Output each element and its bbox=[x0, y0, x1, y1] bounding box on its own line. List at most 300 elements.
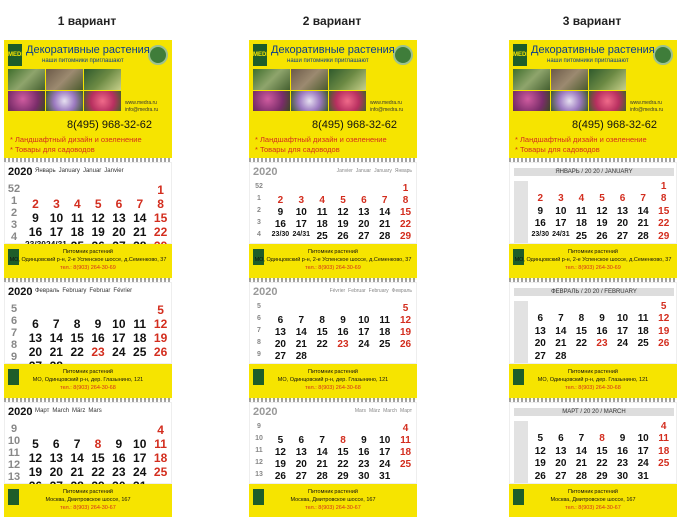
day-cell: 28 bbox=[295, 351, 307, 362]
plant-photo bbox=[513, 69, 550, 90]
calendar-header bbox=[509, 40, 677, 158]
footer-address: МО, Одинцовский р-н, дер. Глазынино, 121 bbox=[537, 377, 649, 383]
days-grid bbox=[530, 301, 674, 363]
day-cell bbox=[109, 183, 130, 197]
day-cell: 22 bbox=[337, 459, 349, 470]
day-cell: 20 bbox=[358, 219, 370, 230]
month-name: Февраль bbox=[391, 288, 412, 294]
day-cell: 10 bbox=[555, 205, 567, 217]
month-name: Mars bbox=[88, 408, 102, 414]
day-cell: 9 bbox=[32, 211, 39, 225]
day-cell: 26 bbox=[596, 230, 608, 242]
day-cell: 16 bbox=[358, 447, 370, 458]
day-cell: 8 bbox=[319, 315, 325, 326]
header-phone: 8(495) 968-32-62 bbox=[312, 119, 398, 131]
day-cell: 8 bbox=[157, 197, 164, 211]
day-cell: 22 bbox=[153, 225, 168, 239]
day-cell: 25 bbox=[400, 459, 412, 470]
day-cell: 27 bbox=[274, 351, 286, 362]
week-number: 8 bbox=[257, 339, 261, 346]
day-cell bbox=[530, 421, 551, 433]
day-cell: 17 bbox=[637, 445, 649, 457]
day-cell: 20 bbox=[28, 345, 43, 359]
day-cell: 18 bbox=[379, 327, 391, 338]
day-cell: 29 bbox=[596, 470, 608, 482]
day-cell: 20 bbox=[534, 338, 546, 350]
day-cell: 7 bbox=[52, 317, 60, 331]
day-cell: 7 bbox=[558, 313, 564, 325]
day-cell: 21 bbox=[637, 218, 649, 230]
week-number: 13 bbox=[7, 471, 21, 483]
calendar-variant-1 bbox=[4, 40, 172, 514]
header-subtitle: наши питомники приглашают bbox=[287, 58, 369, 64]
footer-phone: тел.: 8(903) 264-30-67 bbox=[565, 505, 621, 511]
day-cell: 14 bbox=[379, 207, 391, 218]
day-cell bbox=[353, 303, 374, 315]
day-cell bbox=[612, 181, 633, 193]
day-cell: 28 bbox=[316, 471, 328, 482]
day-cell: 6 bbox=[115, 197, 123, 211]
day-cell: 2 bbox=[32, 197, 39, 211]
day-cell bbox=[108, 423, 129, 437]
day-cell bbox=[592, 421, 613, 433]
day-cell bbox=[46, 303, 67, 317]
header-bullet: * Ландшафтный дизайн и озеленение bbox=[10, 135, 142, 144]
day-cell: 20 bbox=[274, 339, 286, 350]
day-cell: 30 bbox=[358, 471, 370, 482]
day-cell: 14 bbox=[49, 331, 63, 345]
day-cell: 5 bbox=[660, 301, 667, 312]
day-cell: 6 bbox=[558, 433, 564, 445]
day-cell: 15 bbox=[596, 445, 608, 457]
day-cell bbox=[46, 183, 67, 197]
plant-photo bbox=[551, 91, 588, 112]
day-cell: 8 bbox=[94, 437, 102, 451]
day-cell: 2 bbox=[537, 193, 544, 205]
footer-phone: тел.: 8(903) 264-30-68 bbox=[565, 385, 621, 391]
day-cell: 16 bbox=[337, 327, 349, 338]
day-cell: 10 bbox=[637, 433, 649, 445]
day-cell: 18 bbox=[637, 325, 649, 337]
day-cell: 13 bbox=[112, 211, 126, 225]
month-names bbox=[352, 408, 412, 414]
day-cell: 7 bbox=[381, 195, 388, 206]
footer-address: Москва, Дмитровское шоссе, 167 bbox=[290, 497, 376, 503]
day-cell: 23 bbox=[358, 459, 370, 470]
month-name: January bbox=[374, 168, 392, 174]
day-cell: 13 bbox=[295, 447, 307, 458]
day-cell: 21 bbox=[49, 345, 63, 359]
website-contacts bbox=[125, 100, 158, 114]
day-cell: 4 bbox=[402, 423, 409, 434]
day-cell: 17 bbox=[112, 331, 126, 345]
header-title: Декоративные растения bbox=[271, 44, 395, 56]
day-cell: 6 bbox=[32, 317, 39, 331]
day-cell: 5 bbox=[32, 437, 39, 451]
day-cell: 24 bbox=[617, 338, 629, 350]
day-cell: 19 bbox=[274, 459, 286, 470]
day-cell bbox=[571, 351, 592, 363]
month-name: Januar bbox=[355, 168, 372, 174]
month-block bbox=[509, 282, 677, 364]
day-cell bbox=[653, 471, 674, 483]
nursery-seal-icon bbox=[653, 45, 673, 65]
day-cell: 24/31 bbox=[552, 230, 570, 238]
footer-phone: тел.: 8(903) 264-30-68 bbox=[60, 385, 116, 391]
day-cell bbox=[633, 301, 654, 313]
day-cell: 15 bbox=[153, 211, 168, 225]
day-cell bbox=[25, 423, 46, 437]
day-cell: 23 bbox=[112, 465, 126, 479]
week-number: 7 bbox=[257, 327, 261, 334]
day-cell: 13 bbox=[534, 325, 546, 337]
day-cell: 7 bbox=[73, 437, 81, 451]
day-cell: 9 bbox=[599, 313, 605, 325]
day-cell bbox=[291, 423, 312, 435]
day-cell: 9 bbox=[340, 315, 346, 326]
day-cell: 4 bbox=[157, 423, 164, 437]
week-number: 52 bbox=[7, 183, 21, 195]
day-cell: 6 bbox=[277, 315, 284, 326]
month-name: March bbox=[52, 408, 70, 414]
day-cell: 16 bbox=[91, 331, 105, 345]
day-cell: 24 bbox=[379, 459, 391, 470]
footer-address: МО, Одинцовский р-н, 2-е Успенское шоссе, д.Семенково, 37 bbox=[514, 257, 672, 263]
day-cell: 23/30 bbox=[531, 230, 550, 238]
day-cell: 5 bbox=[157, 303, 164, 317]
day-cell: 15 bbox=[70, 331, 84, 345]
plant-photo bbox=[84, 69, 121, 90]
day-cell: 8 bbox=[340, 435, 346, 446]
plant-photo bbox=[329, 69, 366, 90]
calendar-variant-2 bbox=[249, 40, 417, 514]
day-cell: 17 bbox=[555, 218, 567, 230]
day-cell: 9 bbox=[115, 437, 123, 451]
day-cell: 13 bbox=[358, 207, 370, 218]
month-block bbox=[509, 162, 677, 244]
month-name: Janvier bbox=[104, 168, 124, 174]
website-contacts bbox=[630, 100, 663, 114]
days-grid bbox=[270, 303, 416, 363]
day-cell bbox=[571, 181, 592, 193]
day-cell: 13 bbox=[49, 451, 63, 465]
day-cell: 7 bbox=[578, 433, 585, 445]
header-bullet: * Ландшафтный дизайн и озеленение bbox=[255, 135, 387, 144]
year-label: 2020 bbox=[253, 166, 278, 178]
calendar-footer bbox=[4, 484, 172, 517]
days-grid bbox=[25, 423, 171, 483]
week-number: 1 bbox=[10, 195, 18, 207]
calendar-footer bbox=[509, 364, 677, 400]
contact-line: www.medra.ru bbox=[125, 100, 157, 106]
day-cell: 5 bbox=[537, 433, 544, 445]
day-cell: 23 bbox=[91, 345, 105, 359]
week-number: 11 bbox=[8, 447, 20, 459]
month-band: ФЕВРАЛЬ / 20 20 / FEBRUARY bbox=[514, 288, 674, 296]
day-cell: 12 bbox=[596, 205, 608, 217]
day-cell bbox=[129, 183, 150, 197]
day-cell: 7 bbox=[298, 315, 305, 326]
day-cell: 19 bbox=[596, 218, 608, 230]
day-cell: 9 bbox=[277, 207, 284, 218]
header-phone: 8(495) 968-32-62 bbox=[67, 119, 153, 131]
month-name: Februar bbox=[89, 288, 111, 294]
contact-line: info@medra.ru bbox=[370, 107, 404, 113]
week-number: 4 bbox=[257, 231, 261, 238]
footer-address: Москва, Дмитровское шоссе, 167 bbox=[45, 497, 131, 503]
week-numbers bbox=[252, 303, 266, 363]
day-cell bbox=[88, 423, 109, 437]
day-cell: 29 bbox=[658, 230, 670, 242]
days-grid bbox=[530, 181, 674, 243]
week-numbers bbox=[252, 183, 266, 243]
day-cell: 11 bbox=[154, 437, 167, 451]
day-cell: 13 bbox=[617, 205, 629, 217]
day-cell: 21 bbox=[575, 458, 587, 470]
day-cell: 11 bbox=[71, 211, 84, 225]
week-numbers bbox=[7, 303, 21, 363]
day-cell: 17 bbox=[133, 451, 147, 465]
week-number: 13 bbox=[255, 471, 263, 478]
day-cell bbox=[129, 303, 150, 317]
day-cell: 21 bbox=[295, 339, 307, 350]
day-cell: 3 bbox=[53, 197, 60, 211]
day-cell: 14 bbox=[575, 445, 587, 457]
day-cell: 10 bbox=[295, 207, 307, 218]
day-cell bbox=[333, 183, 354, 195]
footer-title: Питомник растений bbox=[308, 249, 358, 255]
footer-title: Питомник растений bbox=[568, 369, 618, 375]
footer-address: МО, Одинцовский р-н, дер. Глазынино, 121 bbox=[277, 377, 389, 383]
day-cell: 7 bbox=[319, 435, 325, 446]
footer-phone: тел.: 8(903) 264-30-69 bbox=[60, 265, 116, 271]
footer-title: Питомник растений bbox=[63, 489, 113, 495]
week-number: 2 bbox=[257, 207, 261, 214]
week-number: 9 bbox=[257, 351, 261, 358]
day-cell: 16 bbox=[274, 219, 286, 230]
plant-photo bbox=[329, 91, 366, 112]
day-cell: 1 bbox=[157, 183, 164, 197]
month-names bbox=[35, 168, 127, 174]
header-subtitle: наши питомники приглашают bbox=[547, 58, 629, 64]
footer-phone: тел.: 8(903) 264-30-67 bbox=[60, 505, 116, 511]
day-cell bbox=[592, 301, 613, 313]
week-number: 4 bbox=[10, 231, 18, 243]
day-cell: 27 bbox=[534, 350, 546, 362]
day-cell bbox=[633, 421, 654, 433]
footer-title: Питомник растений bbox=[568, 249, 618, 255]
footer-address: МО, Одинцовский р-н, 2-е Успенское шоссе, д.Семенково, 37 bbox=[254, 257, 412, 263]
gray-stripe bbox=[514, 301, 528, 363]
week-number: 52 bbox=[255, 183, 263, 190]
header-subtitle: наши питомники приглашают bbox=[42, 58, 124, 64]
day-cell: 19 bbox=[153, 331, 168, 345]
day-cell: 11 bbox=[658, 433, 669, 445]
day-cell: 22 bbox=[400, 219, 412, 230]
day-cell bbox=[25, 183, 46, 197]
week-numbers bbox=[252, 423, 266, 483]
day-cell: 19 bbox=[534, 458, 546, 470]
plant-photo bbox=[551, 69, 588, 90]
day-cell: 6 bbox=[298, 435, 305, 446]
day-cell bbox=[353, 351, 374, 363]
day-cell: 31 bbox=[379, 471, 391, 482]
day-cell: 23 bbox=[596, 338, 608, 350]
plant-photo bbox=[46, 91, 83, 112]
medra-logo: MEDRA bbox=[253, 44, 267, 66]
plant-photos bbox=[8, 69, 121, 111]
day-cell: 12 bbox=[400, 315, 412, 326]
month-name: Январь bbox=[394, 168, 412, 174]
day-cell: 10 bbox=[49, 211, 64, 225]
day-cell: 19 bbox=[91, 225, 105, 239]
day-cell: 20 bbox=[295, 459, 307, 470]
day-cell: 19 bbox=[400, 327, 412, 338]
day-cell: 22 bbox=[316, 339, 328, 350]
month-name: February bbox=[62, 288, 87, 294]
plant-photo bbox=[291, 69, 328, 90]
day-cell: 20 bbox=[617, 218, 629, 230]
day-cell bbox=[88, 303, 109, 317]
day-cell bbox=[633, 351, 654, 363]
month-name: January bbox=[58, 168, 80, 174]
plant-photo bbox=[84, 91, 121, 112]
gray-stripe bbox=[514, 181, 528, 243]
day-cell: 18 bbox=[575, 218, 587, 230]
day-cell: 24 bbox=[133, 465, 147, 479]
contact-line: info@medra.ru bbox=[125, 107, 159, 113]
day-cell: 5 bbox=[277, 435, 284, 446]
day-cell: 25 bbox=[133, 345, 147, 359]
day-cell: 25 bbox=[658, 458, 670, 470]
day-cell bbox=[312, 423, 333, 435]
day-cell: 16 bbox=[596, 325, 608, 337]
calendar-header bbox=[4, 40, 172, 158]
week-number: 6 bbox=[257, 315, 261, 322]
month-block bbox=[249, 282, 417, 364]
plant-photo bbox=[589, 69, 626, 90]
plant-photo bbox=[253, 91, 290, 112]
day-cell bbox=[374, 351, 395, 363]
plant-photo bbox=[46, 69, 83, 90]
calendar-footer bbox=[4, 244, 172, 280]
header-bullet: * Товары для садоводов bbox=[10, 145, 95, 154]
day-cell: 18 bbox=[316, 219, 328, 230]
month-name: Март bbox=[35, 408, 50, 414]
day-cell: 25 bbox=[153, 465, 168, 479]
day-cell: 8 bbox=[73, 317, 81, 331]
day-cell bbox=[88, 183, 109, 197]
day-cell: 15 bbox=[91, 451, 105, 465]
day-cell: 9 bbox=[94, 317, 102, 331]
month-block bbox=[249, 162, 417, 244]
day-cell: 7 bbox=[640, 193, 646, 205]
day-cell: 15 bbox=[575, 325, 587, 337]
footer-title: Питомник растений bbox=[63, 369, 113, 375]
day-cell: 16 bbox=[28, 225, 43, 239]
day-cell: 18 bbox=[70, 225, 85, 239]
footer-title: Питомник растений bbox=[308, 489, 358, 495]
contact-line: www.medra.ru bbox=[630, 100, 662, 106]
day-cell: 22 bbox=[658, 218, 670, 230]
calendar-footer bbox=[249, 244, 417, 280]
day-cell: 10 bbox=[617, 313, 629, 325]
month-name: Februar bbox=[348, 288, 366, 294]
calendar-variant-3 bbox=[509, 40, 677, 514]
month-name: Février bbox=[329, 288, 346, 294]
footer-address: Москва, Дмитровское шоссе, 167 bbox=[550, 497, 636, 503]
day-cell bbox=[571, 301, 592, 313]
day-cell bbox=[612, 421, 633, 433]
week-number: 12 bbox=[255, 459, 263, 466]
day-cell: 27 bbox=[555, 470, 567, 482]
day-cell bbox=[46, 423, 67, 437]
days-grid bbox=[25, 303, 171, 363]
month-name: Март bbox=[400, 408, 412, 414]
day-cell: 11 bbox=[379, 315, 390, 326]
week-numbers bbox=[7, 423, 21, 483]
week-number: 3 bbox=[257, 219, 261, 226]
year-label: 2020 bbox=[253, 286, 278, 298]
footer-phone: тел.: 8(903) 264-30-68 bbox=[305, 385, 361, 391]
month-block bbox=[4, 282, 172, 364]
medra-logo: MEDRA bbox=[8, 44, 22, 66]
header-phone: 8(495) 968-32-62 bbox=[572, 119, 658, 131]
day-cell: 5 bbox=[340, 195, 346, 206]
day-cell: 16 bbox=[534, 218, 546, 230]
day-cell bbox=[551, 421, 572, 433]
month-name: Mars bbox=[354, 408, 366, 414]
plant-photo bbox=[8, 91, 45, 112]
day-cell bbox=[571, 421, 592, 433]
day-cell bbox=[653, 351, 674, 363]
day-cell: 31 bbox=[637, 470, 649, 482]
day-cell bbox=[612, 351, 633, 363]
contact-line: www.medra.ru bbox=[370, 100, 402, 106]
day-cell: 11 bbox=[316, 207, 328, 218]
header-title: Декоративные растения bbox=[531, 44, 655, 56]
day-cell: 25 bbox=[316, 231, 328, 242]
variant-3-label: 3 вариант bbox=[562, 14, 622, 28]
day-cell: 9 bbox=[361, 435, 367, 446]
day-cell: 4 bbox=[660, 421, 667, 432]
day-cell: 6 bbox=[619, 193, 626, 205]
footer-address: МО, Одинцовский р-н, 2-е Успенское шоссе, д.Семенково, 37 bbox=[9, 257, 167, 263]
calendar-footer bbox=[509, 244, 677, 280]
day-cell: 8 bbox=[578, 313, 585, 325]
day-cell: 15 bbox=[316, 327, 328, 338]
week-number: 6 bbox=[10, 315, 18, 327]
day-cell: 29 bbox=[400, 231, 412, 242]
days-grid bbox=[270, 183, 416, 243]
week-number: 8 bbox=[10, 339, 18, 351]
day-cell: 20 bbox=[49, 465, 63, 479]
day-cell: 17 bbox=[379, 447, 391, 458]
day-cell: 12 bbox=[28, 451, 43, 465]
day-cell: 11 bbox=[637, 313, 649, 325]
day-cell: 24/31 bbox=[292, 231, 311, 238]
week-number: 5 bbox=[10, 303, 18, 315]
footer-phone: тел.: 8(903) 264-30-67 bbox=[305, 505, 361, 511]
day-cell: 9 bbox=[537, 205, 544, 217]
day-cell bbox=[333, 303, 354, 315]
day-cell bbox=[353, 423, 374, 435]
day-cell: 27 bbox=[295, 471, 307, 482]
week-number: 5 bbox=[257, 303, 261, 310]
day-cell: 8 bbox=[599, 433, 605, 445]
day-cell: 6 bbox=[361, 195, 367, 206]
plant-photo bbox=[589, 91, 626, 112]
